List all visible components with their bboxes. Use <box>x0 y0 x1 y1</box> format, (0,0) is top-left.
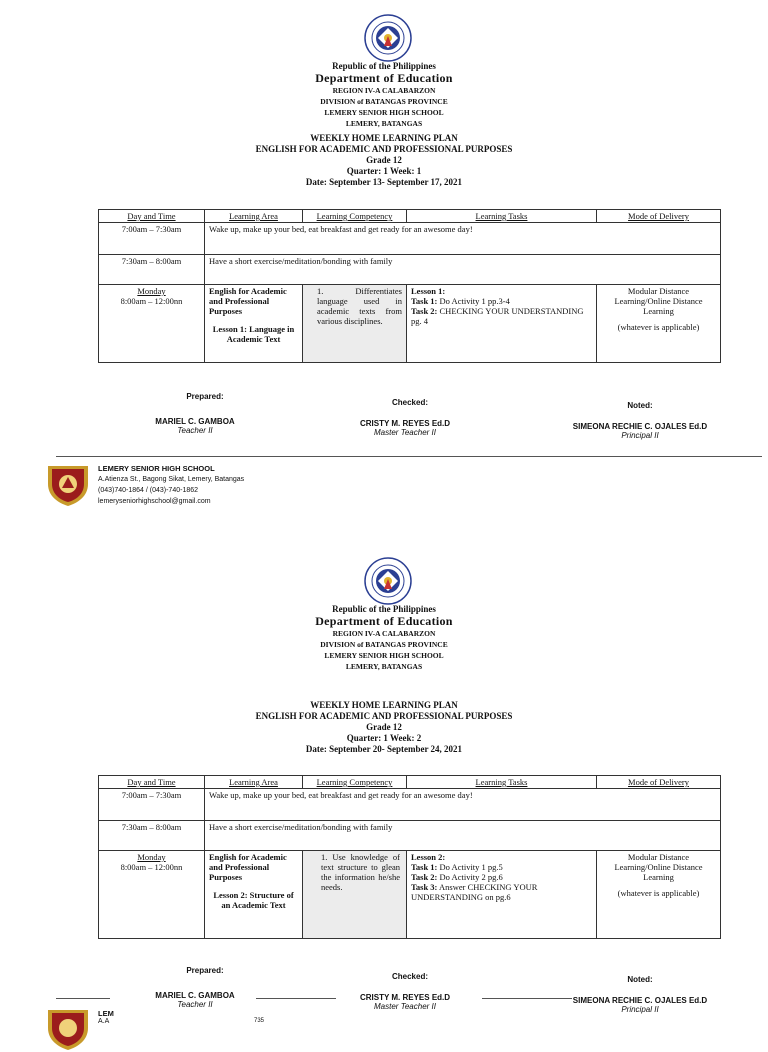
prepared-signature <box>140 966 250 1009</box>
checked-label: Checked: <box>391 398 428 407</box>
footer-divider <box>256 998 336 999</box>
school-shield-icon <box>44 460 92 508</box>
deped-seal-icon <box>364 14 412 62</box>
noted-label: Noted: <box>627 975 653 984</box>
mode-text: Modular Distance Learning/Online Distance Learning <box>614 286 703 316</box>
lesson-text: Lesson 2: Structure of an Academic Text <box>213 890 294 910</box>
prepared-name: MARIEL C. GAMBOA <box>155 991 235 1000</box>
task-item <box>411 872 592 882</box>
activity-cell: Have a short exercise/meditation/bonding with family <box>205 821 721 851</box>
footer-address: A.Atienza St., Bagong Sikat, Lemery, Batangas <box>98 476 245 483</box>
column-header: Learning Competency <box>303 210 407 223</box>
noted-position: Principal II <box>621 431 659 440</box>
task-text: Do Activity 2 pg.6 <box>437 872 503 882</box>
plan-grade: Grade 12 <box>366 722 402 732</box>
task-item <box>411 296 592 306</box>
column-header: Learning Tasks <box>407 776 597 789</box>
noted-name: SIMEONA RECHIE C. OJALES Ed.D <box>572 422 708 431</box>
column-header: Learning Area <box>205 776 303 789</box>
plan-date: Date: September 20- September 24, 2021 <box>305 744 463 754</box>
task-lesson-heading: Lesson 2: <box>411 852 446 862</box>
checked-signature <box>350 972 460 1011</box>
prepared-signature <box>140 392 250 435</box>
activity-cell: Wake up, make up your bed, eat breakfast and get ready for an awesome day! <box>205 223 721 255</box>
checked-signature <box>350 398 460 437</box>
department-text: Department of Education <box>315 71 453 85</box>
learning-area-text: English for Academic and Professional Purposes <box>209 286 287 316</box>
plan-subject: ENGLISH FOR ACADEMIC AND PROFESSIONAL PURPOSES <box>255 144 513 154</box>
task-item <box>411 882 592 902</box>
footer-email[interactable]: lemeryseniorhighschool@gmail.com <box>98 498 211 505</box>
checked-name: CRISTY M. REYES Ed.D <box>359 993 451 1002</box>
table-row <box>99 285 721 363</box>
region-text: REGION IV-A CALABARZON <box>332 629 436 638</box>
mode-note: (whatever is applicable) <box>617 322 700 332</box>
lesson-text: Lesson 1: Language in Academic Text <box>212 324 295 344</box>
footer-divider <box>56 456 762 457</box>
footer-divider <box>482 998 572 999</box>
activity-cell: Wake up, make up your bed, eat breakfast and get ready for an awesome day! <box>205 789 721 821</box>
activity-cell: Have a short exercise/meditation/bonding with family <box>205 255 721 285</box>
task-label: Task 1: <box>411 862 438 872</box>
noted-name: SIMEONA RECHIE C. OJALES Ed.D <box>572 996 708 1005</box>
time-range-text: 8:00am – 12:00nn <box>120 296 183 306</box>
mode-note: (whatever is applicable) <box>617 888 700 898</box>
table-header-row <box>99 210 721 223</box>
checked-name: CRISTY M. REYES Ed.D <box>359 419 451 428</box>
table-row <box>99 821 721 851</box>
time-cell: 7:00am – 7:30am <box>99 789 205 821</box>
competency-cell: 1. Differentiates language used in academic texts from various disciplines. <box>303 285 407 363</box>
task-label: Task 3: <box>411 882 438 892</box>
division-text: DIVISION of BATANGAS PROVINCE <box>320 97 448 106</box>
time-cell: 7:30am – 8:00am <box>99 821 205 851</box>
column-header: Mode of Delivery <box>597 210 721 223</box>
prepared-position: Teacher II <box>177 1000 213 1009</box>
task-lesson-heading: Lesson 1: <box>411 286 446 296</box>
department-text: Department of Education <box>315 614 453 628</box>
task-label: Task 1: <box>411 296 438 306</box>
page-mark: 735 <box>254 1018 265 1024</box>
plan-quarter: Quarter: 1 Week: 2 <box>346 733 422 743</box>
learning-plan-table <box>98 209 721 363</box>
checked-label: Checked: <box>391 972 428 981</box>
table-header-row <box>99 776 721 789</box>
school-text: LEMERY SENIOR HIGH SCHOOL <box>324 651 444 660</box>
table-row <box>99 223 721 255</box>
column-header: Learning Area <box>205 210 303 223</box>
school-shield-icon <box>44 1004 92 1052</box>
school-text: LEMERY SENIOR HIGH SCHOOL <box>324 108 444 117</box>
task-label: Task 2: <box>411 872 438 882</box>
plan-title-block <box>0 133 768 188</box>
task-item <box>411 862 592 872</box>
mode-cell <box>597 851 721 939</box>
school-header <box>0 61 768 129</box>
competency-cell: 1. Use knowledge of text structure to glean the information he/she needs. <box>303 851 407 939</box>
region-text: REGION IV-A CALABARZON <box>332 86 436 95</box>
learning-plan-table <box>98 775 721 939</box>
footer-divider <box>56 998 110 999</box>
day-text: Monday <box>137 286 166 296</box>
footer-contact <box>98 463 244 507</box>
checked-position: Master Teacher II <box>374 428 436 437</box>
time-cell: 7:00am – 7:30am <box>99 223 205 255</box>
day-time-cell <box>99 851 205 939</box>
republic-text: Republic of the Philippines <box>332 61 436 71</box>
noted-position: Principal II <box>621 1005 659 1014</box>
plan-grade: Grade 12 <box>366 155 402 165</box>
plan-date: Date: September 13- September 17, 2021 <box>305 177 463 187</box>
column-header: Day and Time <box>99 776 205 789</box>
table-row <box>99 255 721 285</box>
footer-address: A.A <box>98 1018 110 1025</box>
prepared-position: Teacher II <box>177 426 213 435</box>
checked-position: Master Teacher II <box>374 1002 436 1011</box>
day-text: Monday <box>137 852 166 862</box>
task-text: Do Activity 1 pp.3-4 <box>437 296 510 306</box>
tasks-cell <box>407 851 597 939</box>
plan-subject: ENGLISH FOR ACADEMIC AND PROFESSIONAL PURPOSES <box>255 711 513 721</box>
noted-signature <box>560 975 720 1014</box>
learning-area-cell <box>205 285 303 363</box>
deped-seal-icon <box>364 557 412 605</box>
noted-label: Noted: <box>627 401 653 410</box>
time-cell: 7:30am – 8:00am <box>99 255 205 285</box>
column-header: Learning Competency <box>303 776 407 789</box>
prepared-label: Prepared: <box>186 966 224 975</box>
footer-school: LEM <box>98 1009 114 1018</box>
plan-title: WEEKLY HOME LEARNING PLAN <box>310 700 458 710</box>
task-text: CHECKING YOUR UNDERSTANDING pg. 4 <box>411 306 584 326</box>
column-header: Mode of Delivery <box>597 776 721 789</box>
town-text: LEMERY, BATANGAS <box>345 119 423 128</box>
school-header <box>0 604 768 672</box>
division-text: DIVISION of BATANGAS PROVINCE <box>320 640 448 649</box>
day-time-cell <box>99 285 205 363</box>
task-item <box>411 306 592 326</box>
mode-text: Modular Distance Learning/Online Distance Learning <box>614 852 703 882</box>
learning-area-text: English for Academic and Professional Purposes <box>209 852 287 882</box>
column-header: Day and Time <box>99 210 205 223</box>
task-text: Answer CHECKING YOUR UNDERSTANDING on pg.6 <box>411 882 538 902</box>
table-row <box>99 851 721 939</box>
prepared-name: MARIEL C. GAMBOA <box>155 417 235 426</box>
prepared-label: Prepared: <box>186 392 224 401</box>
task-label: Task 2: <box>411 306 438 316</box>
column-header: Learning Tasks <box>407 210 597 223</box>
republic-text: Republic of the Philippines <box>332 604 436 614</box>
noted-signature <box>560 401 720 440</box>
plan-title: WEEKLY HOME LEARNING PLAN <box>310 133 458 143</box>
footer-school: LEMERY SENIOR HIGH SCHOOL <box>98 464 215 473</box>
plan-title-block <box>0 700 768 755</box>
mode-cell <box>597 285 721 363</box>
footer-phone: (043)740-1864 / (043)-740-1862 <box>98 487 199 494</box>
learning-area-cell <box>205 851 303 939</box>
town-text: LEMERY, BATANGAS <box>345 662 423 671</box>
task-text: Do Activity 1 pg.5 <box>437 862 503 872</box>
tasks-cell <box>407 285 597 363</box>
plan-quarter: Quarter: 1 Week: 1 <box>346 166 422 176</box>
school-footer <box>44 456 724 516</box>
table-row <box>99 789 721 821</box>
time-range-text: 8:00am – 12:00nn <box>120 862 183 872</box>
